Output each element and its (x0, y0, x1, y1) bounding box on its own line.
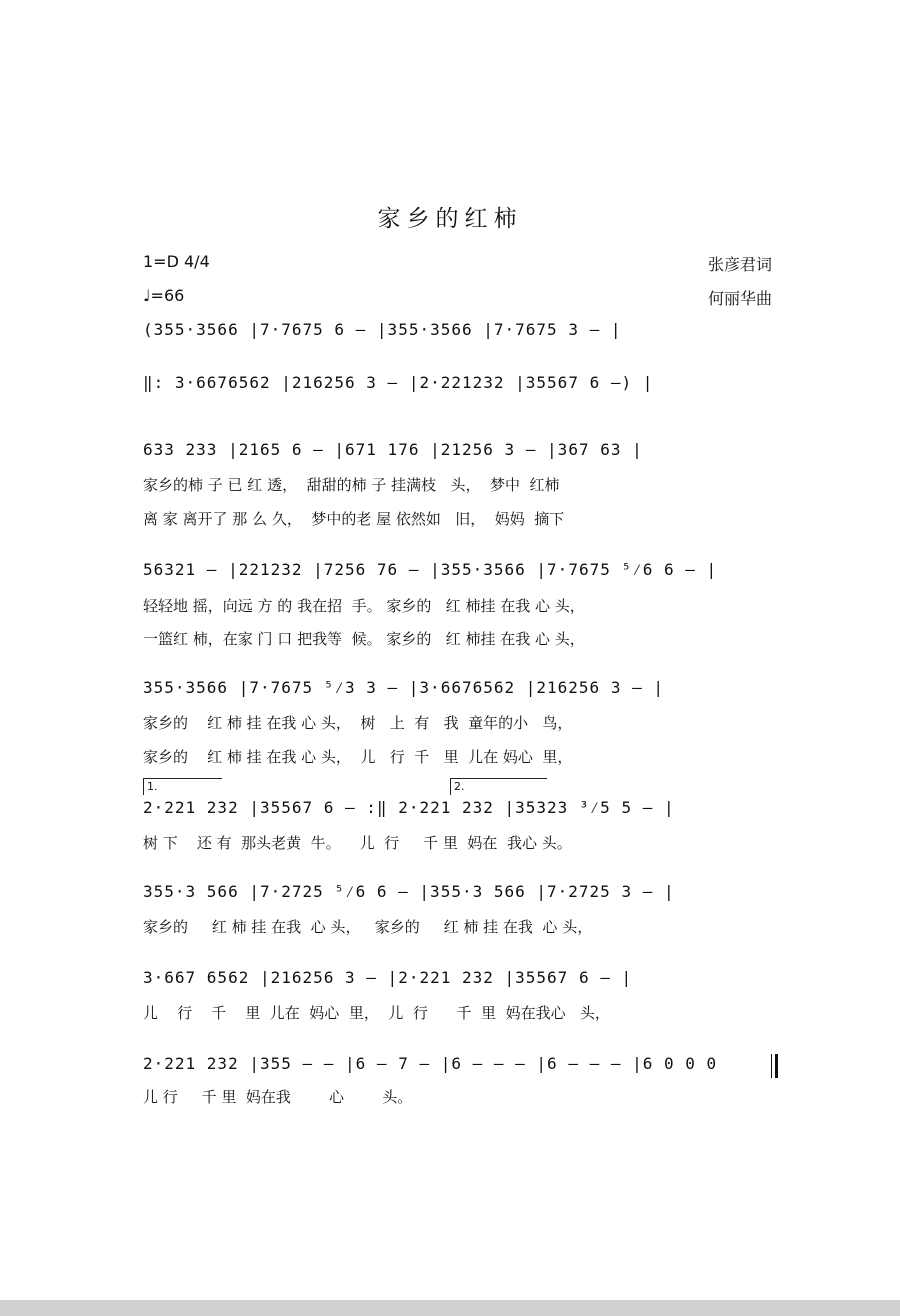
notation-row: ‖: 3·6676562 |216256 3 – |2·221232 |35567 6 –) | (143, 373, 654, 392)
lyric-line: 家乡的柿 子 已 红 透， 甜甜的柿 子 挂满枝 头， 梦中 红柿 (143, 476, 560, 494)
lyric-line: 轻轻地 摇，向远 方 的 我在招 手。 家乡的 红 柿挂 在我 心 头， (143, 597, 585, 615)
final-barline (771, 1054, 778, 1078)
composer-credit: 何丽华曲 (707, 289, 772, 308)
key-signature: 1=D 4/4 (143, 252, 210, 271)
second-ending-bracket: 2. (450, 778, 547, 795)
lyric-line: 家乡的 红 柿 挂 在我 心 头， 家乡的 红 柿 挂 在我 心 头， (143, 918, 593, 936)
first-ending-bracket: 1. (143, 778, 222, 795)
notation-row: 56321 – |221232 |7256 76 – |355·3566 |7·7675 ⁵⁄6 6 – | (143, 560, 718, 579)
lyric-line: 儿 行 千 里 儿在 妈心 里， 儿 行 千 里 妈在我心 头， (143, 1004, 610, 1022)
lyric-line: 儿 行 千 里 妈在我 心 头。 (143, 1088, 413, 1106)
notation-row: 3·667 6562 |216256 3 – |2·221 232 |35567 6 – | (143, 968, 633, 987)
lyric-line: 家乡的 红 柿 挂 在我 心 头， 树 上 有 我 童年的小 鸟， (143, 714, 573, 732)
notation-row: (355·3566 |7·7675 6 – |355·3566 |7·7675 3 – | (143, 320, 622, 339)
notation-row: 2·221 232 |35567 6 – :‖ 2·221 232 |35323 ³⁄5 5 – | (143, 798, 675, 817)
lyric-line: 树 下 还 有 那头老黄 牛。 儿 行 千 里 妈在 我心 头。 (143, 834, 572, 852)
song-title: 家乡的红柿 (377, 206, 523, 232)
tempo-marking: ♩=66 (143, 286, 185, 305)
lyric-line: 家乡的 红 柿 挂 在我 心 头， 儿 行 千 里 儿在 妈心 里， (143, 748, 573, 766)
lyric-line: 离 家 离开了 那 么 久， 梦中的老 屋 依然如 旧， 妈妈 摘下 (143, 510, 565, 528)
notation-row: 355·3 566 |7·2725 ⁵⁄6 6 – |355·3 566 |7·2725 3 – | (143, 882, 675, 901)
notation-row: 633 233 |2165 6 – |671 176 |21256 3 – |367 63 | (143, 440, 643, 459)
notation-row: 355·3566 |7·7675 ⁵⁄3 3 – |3·6676562 |216256 3 – | (143, 678, 664, 697)
notation-row: 2·221 232 |355 – – |6 – 7 – |6 – – – |6 – – – |6 0 0 0 (143, 1054, 718, 1073)
lyricist-credit: 张彦君词 (707, 255, 772, 274)
lyric-line: 一篮红 柿，在家 门 口 把我等 候。 家乡的 红 柿挂 在我 心 头， (143, 630, 585, 648)
bottom-bar (0, 1300, 900, 1316)
